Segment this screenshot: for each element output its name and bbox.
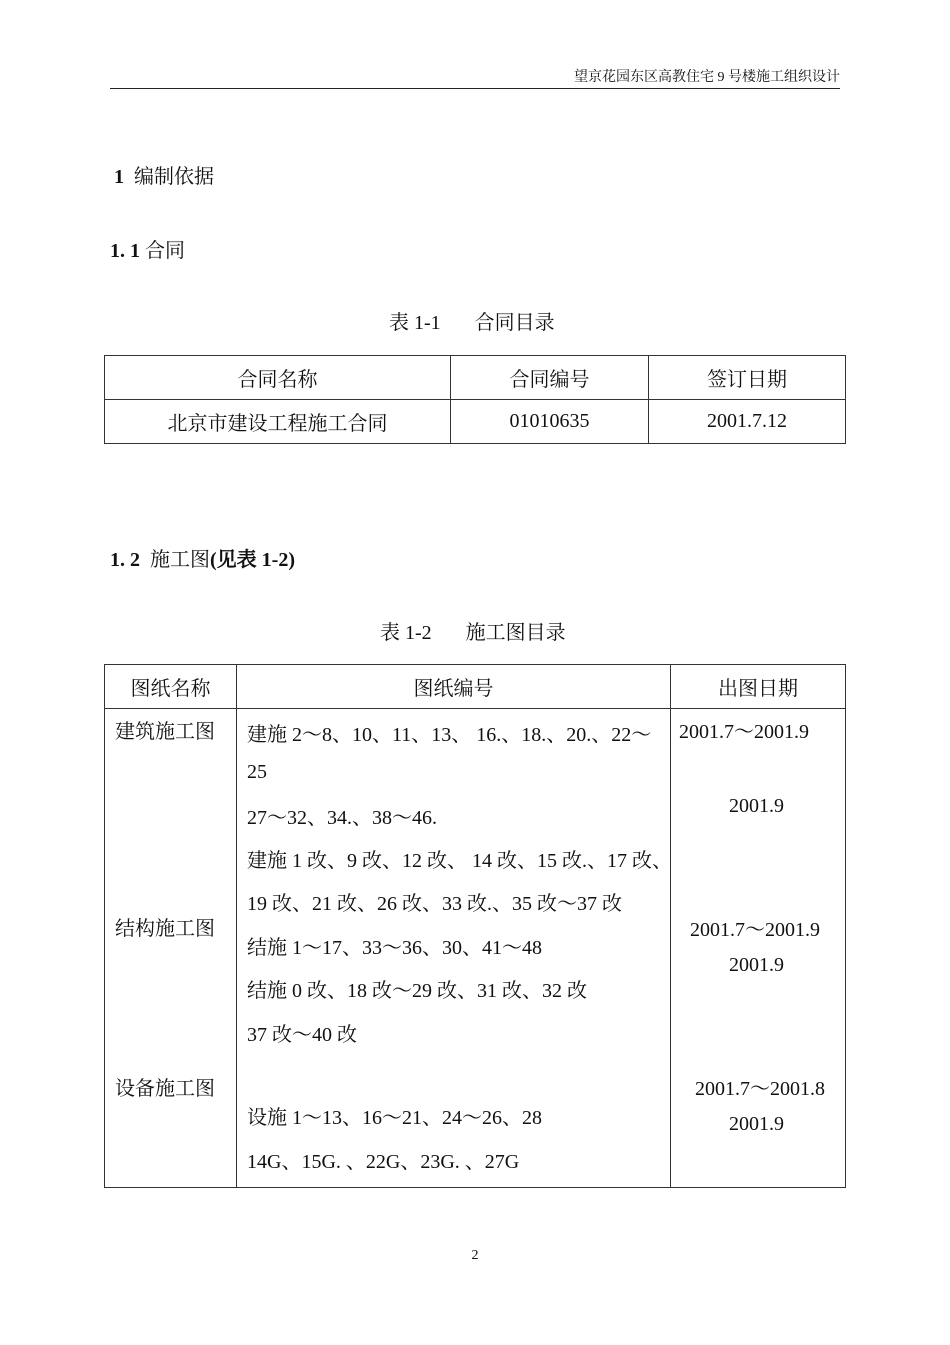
header-cell-issue-date: 出图日期	[671, 665, 846, 709]
section-title: 合同	[145, 240, 185, 262]
header-cell-contract-number: 合同编号	[451, 356, 649, 400]
drawing-number-line: 结施 1～17、33～36、30、41～48	[247, 937, 542, 959]
drawing-number-line: 结施 0 改、18 改～29 改、31 改、32 改	[247, 980, 587, 1002]
contract-table	[104, 355, 846, 444]
section-heading-1	[114, 160, 214, 189]
cell-sign-date: 2001.7.12	[649, 400, 846, 444]
cell-contract-number: 01010635	[451, 400, 649, 444]
table-header-row	[105, 665, 846, 709]
section-number: 1	[114, 166, 124, 188]
section-number: 1. 2	[110, 549, 140, 571]
issue-date-line: 2001.7～2001.8	[695, 1078, 825, 1100]
drawing-number-line: 建施 2～8、10、11、13、 16.、18.、20.、22～	[247, 724, 652, 746]
cell-drawing-names	[105, 709, 237, 1188]
drawing-number-line: 设施 1～13、16～21、24～26、28	[247, 1107, 542, 1129]
drawing-number-line: 25	[247, 761, 267, 783]
header-cell-sign-date: 签订日期	[649, 356, 846, 400]
table2-caption-title: 施工图目录	[465, 622, 566, 644]
drawing-number-line: 27～32、34.、38～46.	[247, 807, 437, 829]
table-row	[105, 400, 846, 444]
section-title: 编制依据	[134, 166, 214, 188]
section-heading-1-2	[110, 543, 295, 572]
cell-contract-name: 北京市建设工程施工合同	[105, 400, 451, 444]
drawing-number-line: 37 改～40 改	[247, 1024, 357, 1046]
table2-caption-number: 表 1-2	[380, 622, 432, 644]
cell-issue-dates	[671, 709, 846, 1188]
section-number: 1. 1	[110, 240, 140, 262]
issue-date-line: 2001.7～2001.9	[679, 721, 809, 743]
issue-date-line: 2001.9	[729, 954, 784, 976]
table1-caption-title: 合同目录	[474, 312, 555, 334]
running-header: 望京花园东区高教住宅 9 号楼施工组织设计	[574, 70, 840, 85]
header-rule	[110, 88, 840, 89]
section-heading-1-1	[110, 234, 185, 263]
table1-caption-number: 表 1-1	[389, 312, 441, 334]
table-row	[105, 709, 846, 1188]
header-cell-drawing-name: 图纸名称	[105, 665, 237, 709]
drawing-name-equipment: 设备施工图	[115, 1078, 215, 1100]
table1-caption	[389, 306, 555, 335]
table-header-row	[105, 356, 846, 400]
table2-caption	[380, 616, 566, 645]
drawing-name-structure: 结构施工图	[115, 918, 215, 940]
issue-date-line: 2001.9	[729, 795, 784, 817]
cell-drawing-numbers	[237, 709, 671, 1188]
drawing-table	[104, 664, 846, 1188]
issue-date-line: 2001.7～2001.9	[690, 919, 820, 941]
drawing-name-architecture: 建筑施工图	[115, 721, 215, 743]
section-title: 施工图	[150, 549, 210, 571]
header-cell-contract-name: 合同名称	[105, 356, 451, 400]
section-suffix: (见表 1-2)	[210, 549, 295, 571]
header-cell-drawing-number: 图纸编号	[237, 665, 671, 709]
page-number: 2	[471, 1248, 479, 1263]
issue-date-line: 2001.9	[729, 1113, 784, 1135]
drawing-number-line: 14G、15G. 、22G、23G. 、27G	[247, 1151, 520, 1173]
drawing-number-line: 建施 1 改、9 改、12 改、 14 改、15 改.、17 改、	[247, 850, 672, 872]
drawing-number-line: 19 改、21 改、26 改、33 改.、35 改～37 改	[247, 893, 622, 915]
